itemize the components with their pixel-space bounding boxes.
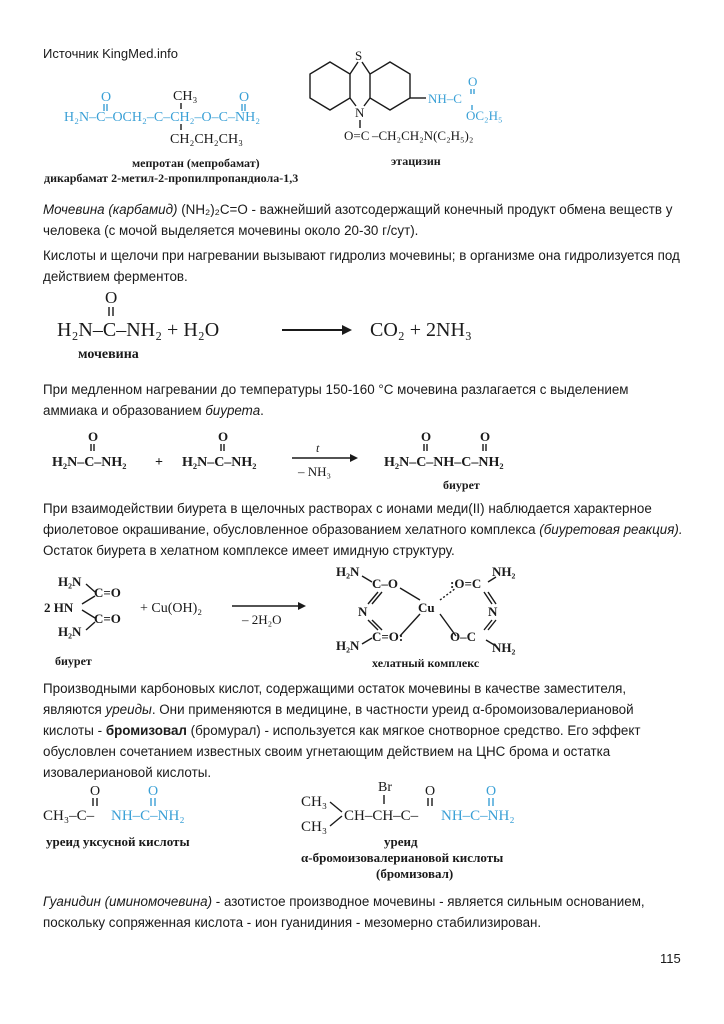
svg-text:O: O <box>239 90 250 105</box>
guanidine-text: - азотистое производное мочевины - является сильным основанием, поскольку сопряженная кислота - ион гуанидиния - мезомерно стабилизирован. <box>43 894 645 930</box>
ureid-acetic-label: уреид уксусной кислоты <box>46 834 190 849</box>
urea-hydrolysis-equation <box>57 288 472 362</box>
page-number: 115 <box>660 951 681 966</box>
ureids-text-mid: . Они применяются в медицине, в частности уреид α-бромоизовалериановой кислоты - <box>43 702 634 738</box>
ureids-text-end: (бромурал) - используется как мягкое снотворное средство. Его эффект обусловлен сочетанием известных своим угнетающим действием на ЦНС брома и остатка изовалериановой кислоты. <box>43 723 641 780</box>
ureid-bromo-label-3: (бромизовал) <box>376 866 454 881</box>
svg-text:O: O <box>480 429 491 444</box>
svg-text:CO₂ + 2NH₃: CO₂ + 2NH₃ <box>370 319 472 341</box>
svg-text:– NH₃: – NH₃ <box>298 464 332 479</box>
paragraph-ureids <box>43 678 683 783</box>
biuret-reaction-equation <box>44 564 516 670</box>
svg-text:NH₂: NH₂ <box>492 640 516 655</box>
svg-text:H₂N: H₂N <box>58 624 82 639</box>
svg-text:NH–C: NH–C <box>428 91 462 106</box>
svg-text:O: O <box>468 74 478 89</box>
biuret-label-2: биурет <box>55 654 92 668</box>
svg-text:+: + <box>155 455 163 470</box>
svg-text:C=O:: C=O: <box>372 629 404 644</box>
svg-text:O: O <box>105 288 118 307</box>
biuret-term: биурета <box>205 403 261 418</box>
svg-text:O: O <box>88 429 99 444</box>
svg-text:N: N <box>488 604 498 619</box>
svg-text:CH₂CH₂CH₃: CH₂CH₂CH₃ <box>170 132 243 147</box>
svg-text:O: O <box>486 784 497 799</box>
svg-text:NH₂: NH₂ <box>492 564 516 579</box>
biuret-reaction-term: (биуретовая реакция). <box>539 522 683 537</box>
urea-label: мочевина <box>78 347 139 362</box>
svg-text:2 HN: 2 HN <box>44 600 74 615</box>
svg-text:C=O: C=O <box>94 611 121 626</box>
svg-text:CH₃–C–: CH₃–C– <box>43 808 95 824</box>
guanidine-term: Гуанидин (иминомочевина) <box>43 894 213 909</box>
biuret-formation-text: При медленном нагревании до температуры 150-160 °С мочевина разлагается с выделением аммиака и образованием <box>43 382 629 418</box>
hydrolysis-text: Кислоты и щелочи при нагревании вызывают гидролиз мочевины; в организме она гидролизуется под действием ферментов. <box>43 248 680 284</box>
biuret-reaction-end: Остаток биурета в хелатном комплексе имеет имидную структуру. <box>43 543 455 558</box>
svg-text:O: O <box>218 429 229 444</box>
etacizin-label: этацизин <box>391 154 441 168</box>
paragraph-guanidine <box>43 891 683 933</box>
urea-term: Мочевина (карбамид) <box>43 202 178 217</box>
svg-text:H₂N–C–NH₂: H₂N–C–NH₂ <box>52 455 127 470</box>
biuret-formation-equation <box>52 429 504 492</box>
chelate-label: хелатный комплекс <box>372 656 480 670</box>
source-header: Источник KingMed.info <box>43 46 178 61</box>
etacizin-structure <box>310 48 503 168</box>
paragraph-biuret-reaction <box>43 498 683 561</box>
svg-text:Cu: Cu <box>418 600 435 615</box>
svg-text:H₂N: H₂N <box>58 574 82 589</box>
svg-text:O: O <box>425 784 436 799</box>
svg-text:N: N <box>358 604 368 619</box>
svg-text:Br: Br <box>378 780 392 795</box>
svg-text:O=C: O=C <box>344 128 370 143</box>
svg-text:S: S <box>355 48 363 63</box>
svg-text:+ Cu(OH)₂: + Cu(OH)₂ <box>140 601 203 616</box>
ureids-text-start: Производными карбоновых кислот, содержащими остаток мочевины в качестве заместителя, являются <box>43 681 627 717</box>
meprotan-label: мепротан (мепробамат) <box>132 156 260 170</box>
svg-text:H₂N–C–NH–C–NH₂: H₂N–C–NH–C–NH₂ <box>384 455 504 470</box>
ureid-acetic-structure <box>43 784 190 849</box>
ureid-bromo-structure <box>301 780 515 881</box>
ureid-bromo-label-2: α-бромоизовалериановой кислоты <box>301 850 504 865</box>
meprotan-structure <box>44 89 298 185</box>
svg-text:NH–C–NH₂: NH–C–NH₂ <box>111 808 185 824</box>
svg-text::O=C: :O=C <box>450 576 482 591</box>
svg-text:O: O <box>101 90 112 105</box>
urea-intro-text: (NH₂)₂C=O - важнейший азотсодержащий конечный продукт обмена веществ у человека (с мочой выделяется мочевины около 20-30 г/сут). <box>43 202 673 238</box>
svg-text:N: N <box>355 105 365 120</box>
svg-text:t: t <box>316 441 320 455</box>
svg-text:O: O <box>421 429 432 444</box>
biuret-label-1: биурет <box>443 478 480 492</box>
ureid-bromo-label-1: уреид <box>384 834 418 849</box>
svg-text:H₂N–C–NH₂: H₂N–C–NH₂ <box>182 455 257 470</box>
svg-text:CH–CH–C–: CH–CH–C– <box>344 808 419 824</box>
paragraph-biuret-formation <box>43 379 683 421</box>
biuret-formation-end: . <box>260 403 264 418</box>
bromizoval-term: бромизовал <box>105 723 187 738</box>
svg-text:H₂N–C–OCH₂–C–CH₂–O–C–NH₂: H₂N–C–OCH₂–C–CH₂–O–C–NH₂ <box>64 110 261 125</box>
svg-text:H₂N: H₂N <box>336 564 360 579</box>
svg-text:–CH₂CH₂N(C₂H₅)₂: –CH₂CH₂N(C₂H₅)₂ <box>372 128 474 143</box>
svg-text:O–C: O–C <box>450 629 476 644</box>
svg-text:H₂N–C–NH₂ + H₂O: H₂N–C–NH₂ + H₂O <box>57 319 220 341</box>
svg-text:– 2H₂O: – 2H₂O <box>242 612 282 627</box>
biuret-reaction-text: При взаимодействии биурета в щелочных растворах с ионами меди(II) наблюдается характерное фиолетовое окрашивание, обусловленное образованием хелатного комплекса <box>43 501 652 537</box>
svg-text:C–O: C–O <box>372 576 398 591</box>
svg-text:CH₃: CH₃ <box>173 89 198 104</box>
svg-text:NH–C–NH₂: NH–C–NH₂ <box>441 808 515 824</box>
svg-text:O: O <box>148 784 159 799</box>
svg-text:O: O <box>90 784 101 799</box>
meprotan-sublabel: дикарбамат 2-метил-2-пропилпропандиола-1,3 <box>44 171 299 185</box>
svg-text:OC₂H₅: OC₂H₅ <box>466 108 503 123</box>
paragraph-urea-intro <box>43 199 683 241</box>
ureids-term: уреиды <box>105 702 152 717</box>
svg-text:CH₃: CH₃ <box>301 819 328 835</box>
svg-text:H₂N: H₂N <box>336 638 360 653</box>
paragraph-hydrolysis <box>43 245 683 287</box>
svg-text:CH₃: CH₃ <box>301 794 328 810</box>
svg-text:C=O: C=O <box>94 585 121 600</box>
